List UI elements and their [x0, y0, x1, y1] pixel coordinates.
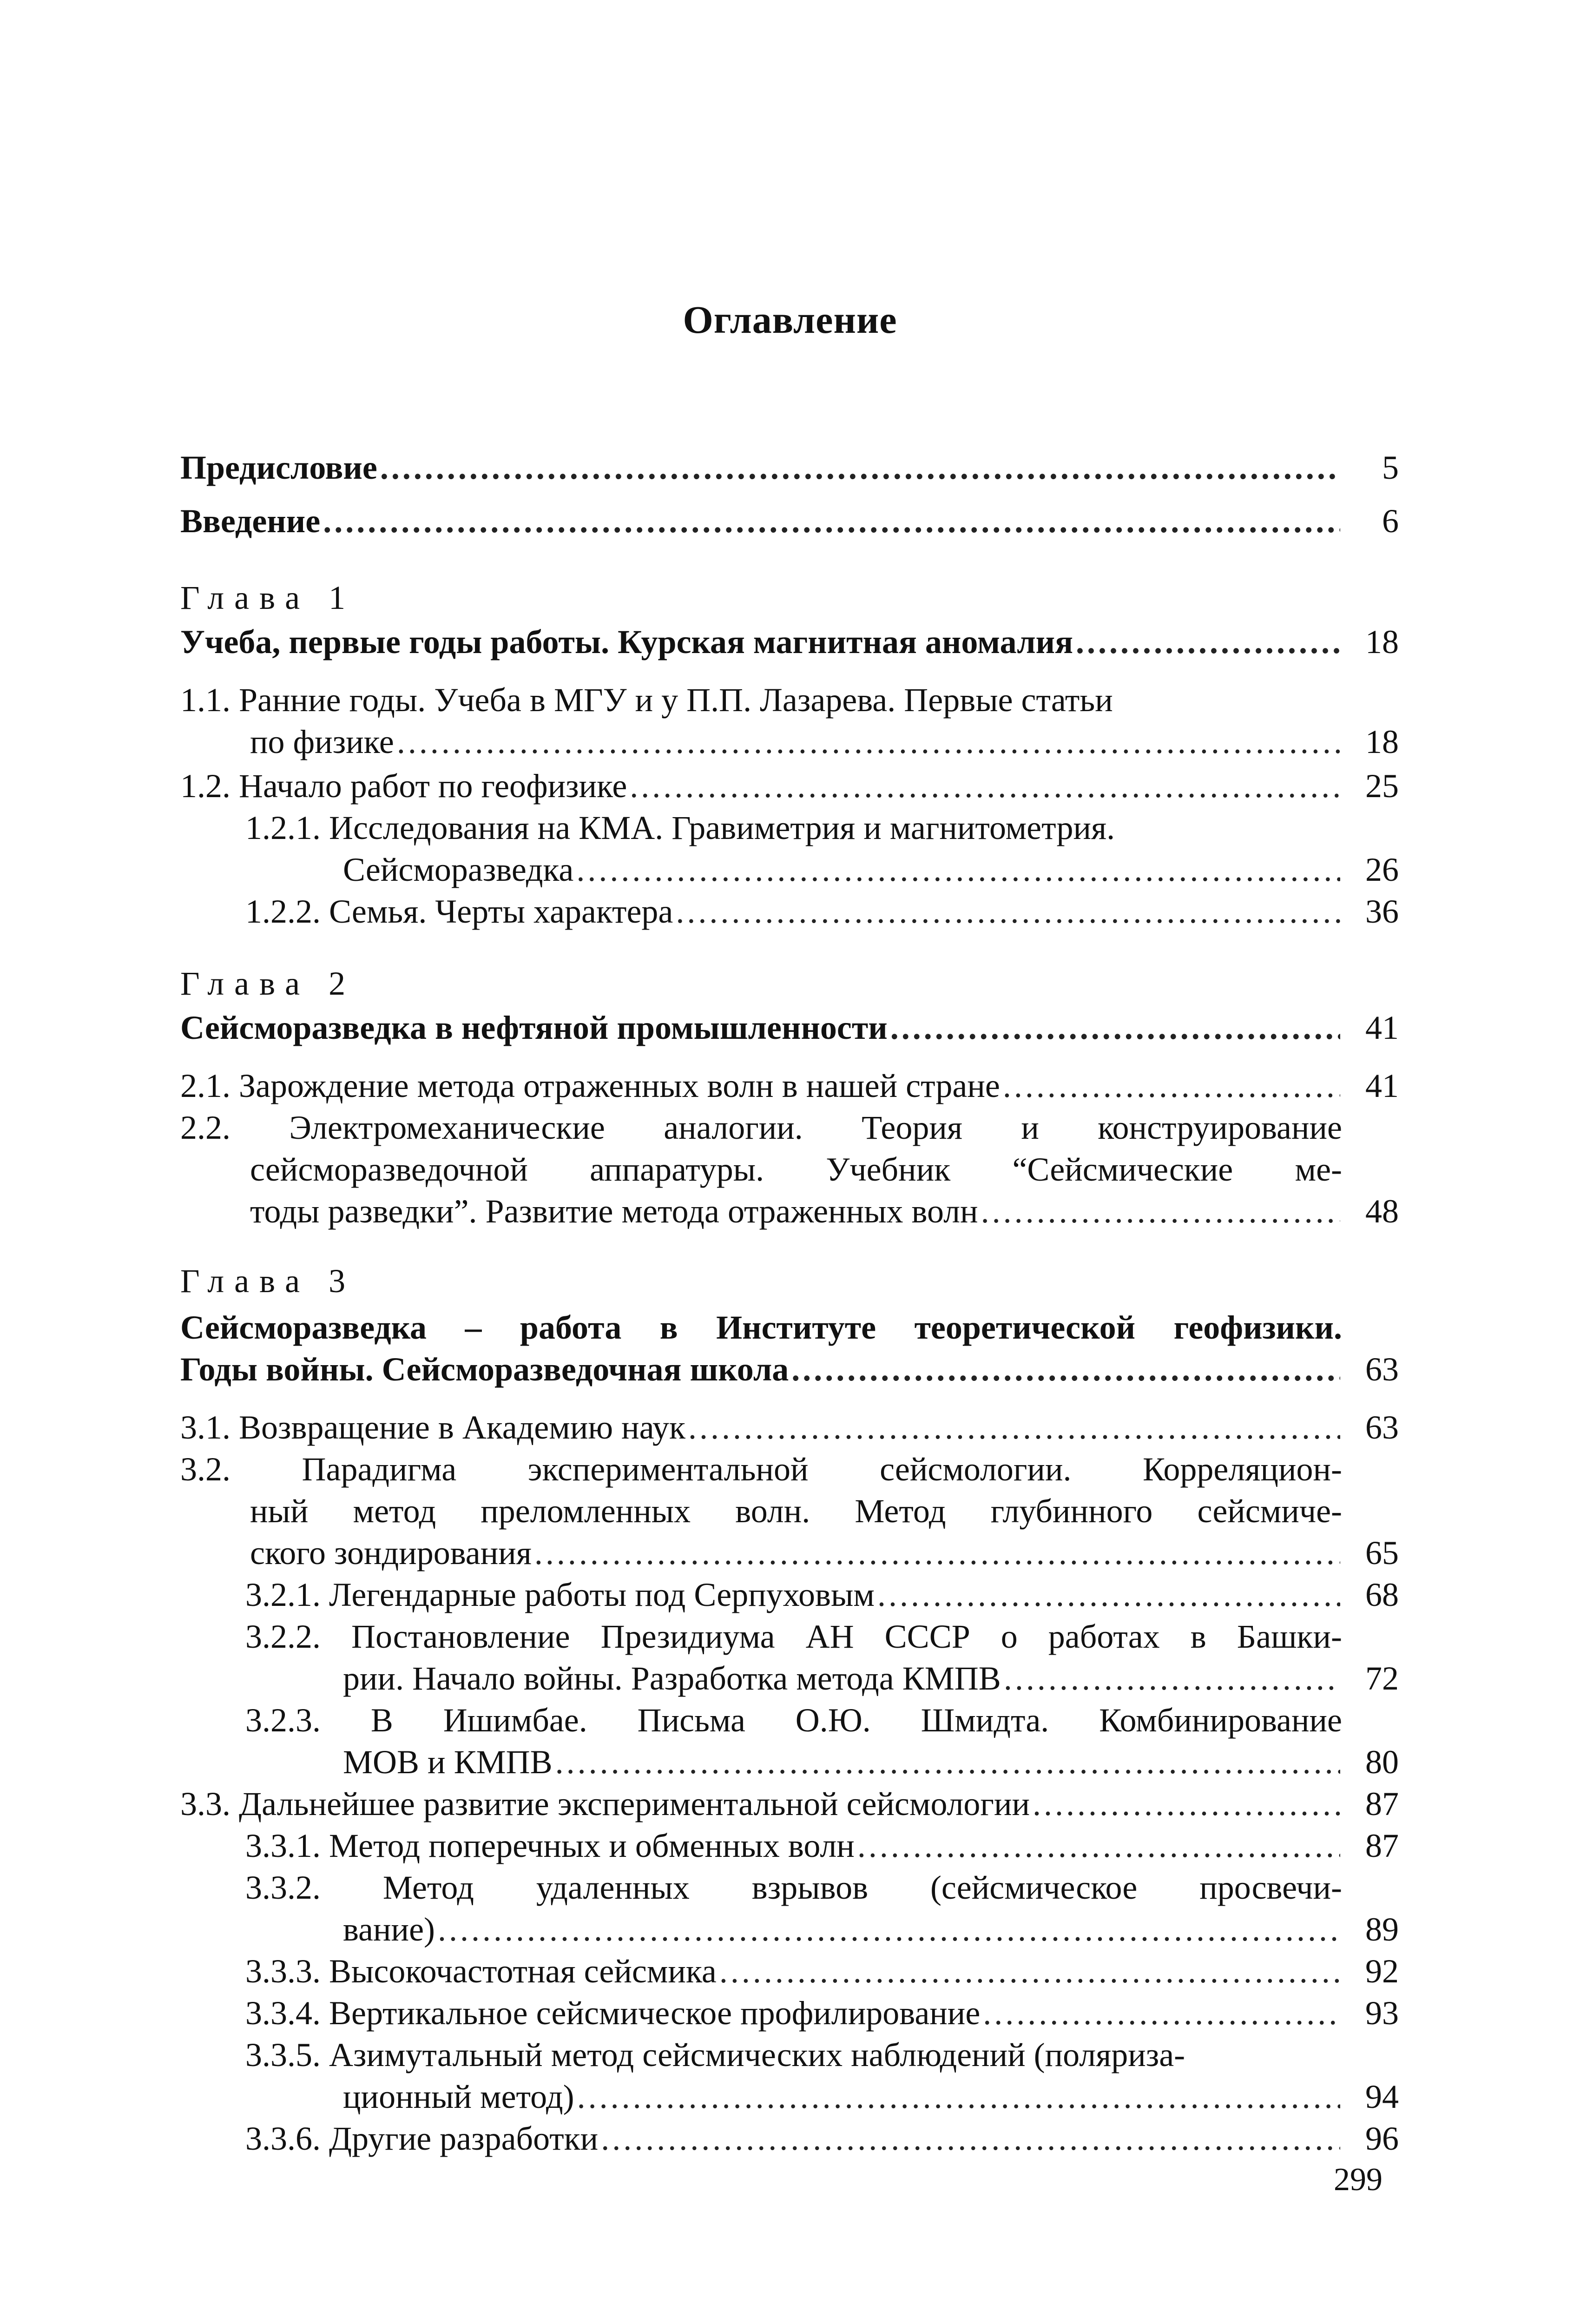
dot-leader — [1004, 1657, 1340, 1700]
toc-entry-2-2[interactable] — [180, 1106, 1342, 1149]
toc-entry-3-2-2-cont[interactable] — [343, 1657, 1399, 1700]
entry-text: Годы войны. Сейсморазведочная школа — [180, 1351, 789, 1388]
toc-entry-3-3-5-cont[interactable] — [343, 2075, 1399, 2118]
entry-text: 3.3.4. Вертикальное сейсмическое профилирование — [245, 1994, 981, 2032]
page-number: 72 — [1365, 1660, 1399, 1697]
dot-leader — [983, 1992, 1340, 2034]
toc-entry-3-3-6[interactable] — [245, 2117, 1399, 2160]
dot-leader — [791, 1348, 1340, 1391]
toc-entry-1-2-2[interactable] — [245, 890, 1399, 933]
dot-leader — [877, 1573, 1340, 1616]
toc-entry-chapter-3-cont[interactable] — [180, 1348, 1399, 1391]
entry-text: Сейсморазведка – работа в Институте теоретической геофизики. — [180, 1309, 1342, 1346]
entry-text: 3.3.3. Высокочастотная сейсмика — [245, 1953, 717, 1990]
entry-text: тоды разведки”. Развитие метода отраженных волн — [250, 1193, 978, 1230]
toc-entry-1-2-1-cont[interactable] — [343, 848, 1399, 891]
dot-leader — [397, 720, 1340, 763]
dot-leader — [719, 1950, 1340, 1993]
page-number: 63 — [1365, 1409, 1399, 1446]
toc-entry-3-3[interactable] — [180, 1783, 1399, 1825]
page-number: 5 — [1382, 449, 1399, 486]
page-number: 41 — [1365, 1067, 1399, 1104]
page-number: 87 — [1365, 1827, 1399, 1864]
page-title: Оглавление — [683, 298, 897, 342]
entry-text: ского зондирования — [250, 1534, 532, 1571]
dot-leader — [555, 1741, 1340, 1783]
toc-entry-3-2-2[interactable] — [245, 1615, 1342, 1658]
toc-entry-3-1[interactable] — [180, 1406, 1399, 1449]
page-number: 87 — [1365, 1785, 1399, 1822]
page-number: 18 — [1365, 623, 1399, 660]
entry-text: сейсморазведочной аппаратуры. Учебник “Сейсмические ме- — [250, 1151, 1342, 1188]
entry-text: 3.3.6. Другие разработки — [245, 2120, 599, 2157]
dot-leader — [1033, 1783, 1340, 1825]
toc-entry-1-1[interactable] — [180, 679, 1399, 721]
page-number: 6 — [1382, 502, 1399, 540]
dot-leader — [323, 500, 1340, 542]
entry-text: 1.2. Начало работ по геофизике — [180, 767, 627, 805]
toc-entry-2-2-cont-1[interactable] — [250, 1148, 1342, 1191]
entry-text: 3.2. Парадигма экспериментальной сейсмологии. Корреляцион- — [180, 1451, 1342, 1488]
dot-leader — [534, 1532, 1340, 1574]
toc-entry-chapter-2[interactable] — [180, 1006, 1399, 1049]
entry-text: 3.3.2. Метод удаленных взрывов (сейсмическое просвечи- — [245, 1869, 1342, 1906]
dot-leader — [577, 2075, 1340, 2118]
page-folio: 299 — [1334, 2162, 1382, 2198]
toc-entry-3-2[interactable] — [180, 1448, 1342, 1491]
toc-entry-3-2-cont-1[interactable] — [250, 1490, 1342, 1532]
chapter-label-3: Глава 3 — [180, 1262, 356, 1300]
chapter-label-2: Глава 2 — [180, 965, 356, 1002]
entry-text: Учеба, первые годы работы. Курская магнитная аномалия — [180, 623, 1073, 660]
toc-entry-chapter-3[interactable] — [180, 1306, 1342, 1349]
toc-entry-3-3-1[interactable] — [245, 1824, 1399, 1867]
dot-leader — [1003, 1064, 1340, 1107]
toc-entry-1-2[interactable] — [180, 765, 1399, 807]
dot-leader — [857, 1824, 1340, 1867]
dot-leader — [576, 848, 1340, 891]
toc-entry-3-3-3[interactable] — [245, 1950, 1399, 1993]
dot-leader — [438, 1908, 1340, 1951]
entry-text: 1.2.2. Семья. Черты характера — [245, 893, 673, 930]
dot-leader — [890, 1006, 1340, 1049]
toc-entry-introduction[interactable] — [180, 500, 1399, 542]
dot-leader — [601, 2117, 1340, 2160]
page-number: 92 — [1365, 1953, 1399, 1990]
dot-leader — [688, 1406, 1340, 1449]
entry-text: Введение — [180, 502, 321, 540]
page-number: 80 — [1365, 1743, 1399, 1781]
toc-entry-1-1-cont[interactable] — [250, 720, 1399, 763]
page-number: 96 — [1365, 2120, 1399, 2157]
entry-text: 2.2. Электромеханические аналогии. Теория и конструирование — [180, 1109, 1342, 1146]
page-number: 65 — [1365, 1534, 1399, 1571]
toc-entry-1-2-1[interactable] — [245, 806, 1399, 849]
entry-text: Сейсморазведка в нефтяной промышленности — [180, 1009, 888, 1046]
entry-text: 3.3. Дальнейшее развитие экспериментальной сейсмологии — [180, 1785, 1030, 1822]
page-number: 18 — [1365, 723, 1399, 760]
entry-text: ный метод преломленных волн. Метод глубинного сейсмиче- — [250, 1492, 1342, 1530]
toc-entry-3-2-cont-2[interactable] — [250, 1532, 1399, 1574]
dot-leader — [1076, 621, 1340, 663]
entry-text: ционный метод) — [343, 2078, 574, 2115]
dot-leader — [380, 446, 1340, 489]
toc-entry-3-2-3-cont[interactable] — [343, 1741, 1399, 1783]
entry-text: вание) — [343, 1911, 435, 1948]
entry-text: 3.2.1. Легендарные работы под Серпуховым — [245, 1576, 875, 1613]
entry-text: 1.1. Ранние годы. Учеба в МГУ и у П.П. Лазарева. Первые статьи — [180, 681, 1113, 719]
page-number: 36 — [1365, 893, 1399, 930]
toc-entry-3-3-2-cont[interactable] — [343, 1908, 1399, 1951]
page-number: 93 — [1365, 1994, 1399, 2032]
entry-text: рии. Начало войны. Разработка метода КМПВ — [343, 1660, 1001, 1697]
toc-entry-2-1[interactable] — [180, 1064, 1399, 1107]
page-number: 48 — [1365, 1193, 1399, 1230]
entry-text: 2.1. Зарождение метода отраженных волн в нашей стране — [180, 1067, 1000, 1104]
entry-text: МОВ и КМПВ — [343, 1743, 553, 1781]
toc-entry-chapter-1[interactable] — [180, 621, 1399, 663]
entry-text: 3.3.1. Метод поперечных и обменных волн — [245, 1827, 855, 1864]
entry-text: 3.2.3. В Ишимбае. Письма О.Ю. Шмидта. Комбинирование — [245, 1702, 1342, 1739]
page-number: 68 — [1365, 1576, 1399, 1613]
page-number: 25 — [1365, 767, 1399, 805]
toc-entry-3-3-2[interactable] — [245, 1866, 1342, 1909]
toc-entry-3-3-5[interactable] — [245, 2034, 1342, 2076]
entry-text: 3.3.5. Азимутальный метод сейсмических наблюдений (поляриза- — [245, 2036, 1185, 2073]
page-number: 26 — [1365, 851, 1399, 888]
chapter-label-1: Глава 1 — [180, 579, 356, 616]
page-number: 94 — [1365, 2078, 1399, 2115]
page-number: 89 — [1365, 1911, 1399, 1948]
toc-entry-3-2-3[interactable] — [245, 1699, 1342, 1742]
entry-text: 1.2.1. Исследования на КМА. Гравиметрия и магнитометрия. — [245, 809, 1115, 846]
toc-entry-3-3-4[interactable] — [245, 1992, 1399, 2034]
toc-entry-2-2-cont-2[interactable] — [250, 1190, 1399, 1233]
page-number: 63 — [1365, 1351, 1399, 1388]
entry-text: 3.1. Возвращение в Академию наук — [180, 1409, 685, 1446]
toc-entry-preface[interactable] — [180, 446, 1399, 489]
entry-text: Предисловие — [180, 449, 377, 486]
entry-text: 3.2.2. Постановление Президиума АН СССР о работах в Башки- — [245, 1618, 1342, 1655]
dot-leader — [630, 765, 1340, 807]
dot-leader — [981, 1190, 1340, 1233]
dot-leader — [676, 890, 1340, 933]
entry-text: по физике — [250, 723, 394, 760]
page-number: 41 — [1365, 1009, 1399, 1046]
entry-text: Сейсморазведка — [343, 851, 574, 888]
toc-entry-3-2-1[interactable] — [245, 1573, 1399, 1616]
